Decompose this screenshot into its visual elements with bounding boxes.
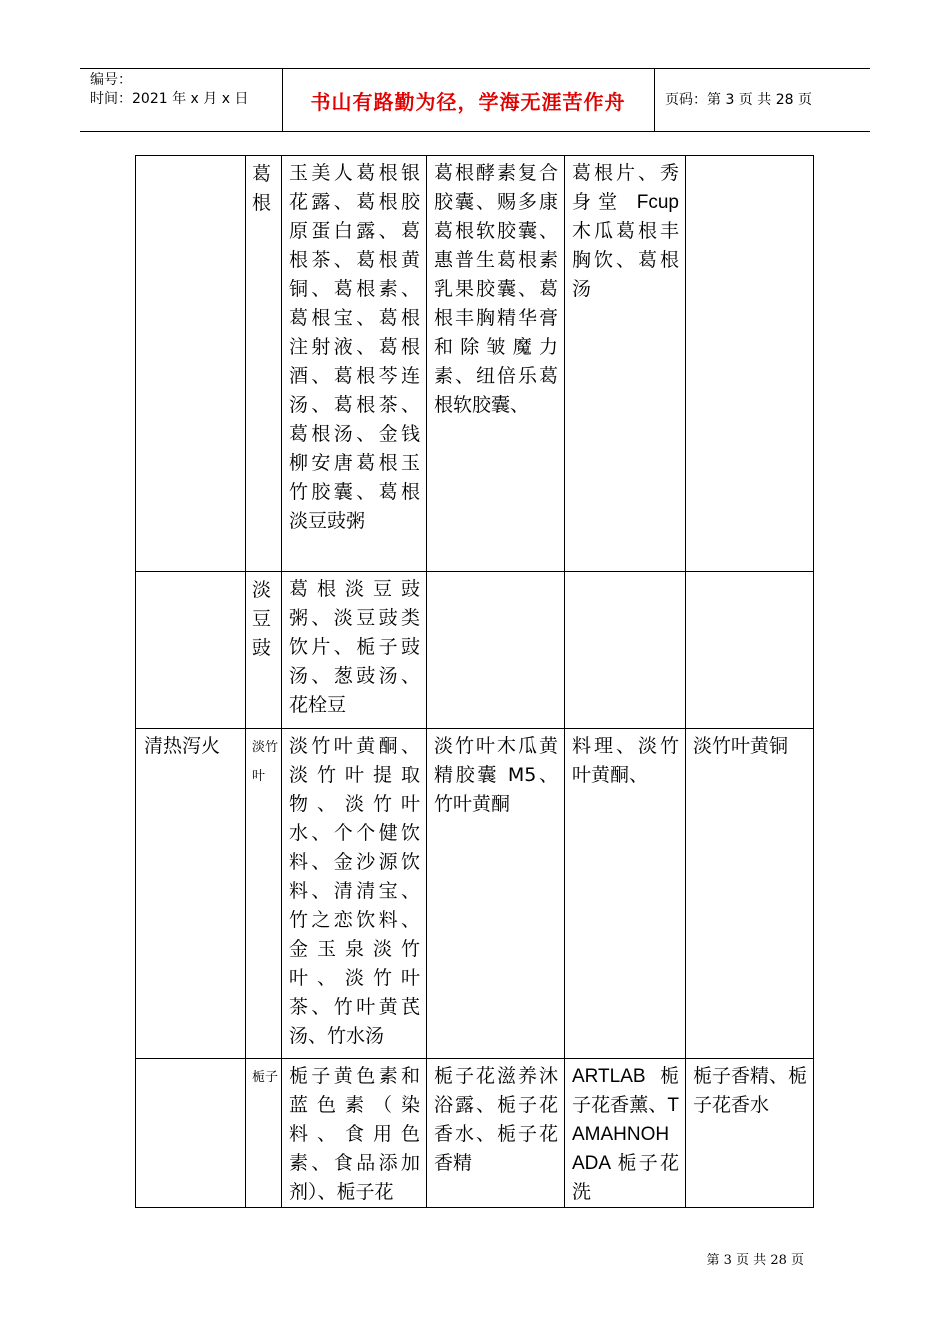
product-cell-3: 料理、淡竹叶黄酮、 bbox=[565, 729, 686, 1059]
product-cell-4 bbox=[686, 156, 814, 572]
header-page-label: 页码：第 3 页 共 28 页 bbox=[665, 92, 812, 108]
product-cell-1: 栀子黄色素和蓝色素（染料、食用色素、食品添加剂）、栀子花 bbox=[282, 1059, 427, 1208]
product-cell-4: 淡竹叶黄铜 bbox=[686, 729, 814, 1059]
product-cell-1: 葛根淡豆豉粥、淡豆豉类饮片、栀子豉汤、葱豉汤、花栓豆 bbox=[282, 572, 427, 729]
category-cell bbox=[136, 156, 246, 572]
header-meta bbox=[90, 71, 248, 109]
product-cell-3: 葛根片、秀身堂 Fcup 木瓜葛根丰胸饮、葛根汤 bbox=[565, 156, 686, 572]
herb-cell: 葛根 bbox=[246, 156, 282, 572]
code-label: 编号： bbox=[90, 72, 132, 88]
header-divider bbox=[654, 69, 655, 131]
table-row bbox=[136, 729, 814, 1059]
time-label: 时间：2021 年 x 月 x 日 bbox=[90, 91, 249, 107]
herb-cell: 淡竹叶 bbox=[246, 729, 282, 1059]
product-cell-2: 栀子花滋养沐浴露、栀子花香水、栀子花香精 bbox=[427, 1059, 565, 1208]
table-row bbox=[136, 156, 814, 572]
herb-cell: 淡豆豉 bbox=[246, 572, 282, 729]
page-footer: 第 3 页 共 28 页 bbox=[706, 1253, 804, 1268]
category-cell bbox=[136, 1059, 246, 1208]
product-cell-3: ARTLAB 栀子花香薰、TAMAHNOHADA 栀子花洗 bbox=[565, 1059, 686, 1208]
product-cell-1: 玉美人葛根银花露、葛根胶原蛋白露、葛根茶、葛根黄铜、葛根素、葛根宝、葛根注射液、葛根酒、葛根芩连汤、葛根茶、葛根汤、金钱柳安唐葛根玉竹胶囊、葛根淡豆豉粥 bbox=[282, 156, 427, 572]
product-cell-4: 栀子香精、栀子花香水 bbox=[686, 1059, 814, 1208]
product-cell-3 bbox=[565, 572, 686, 729]
product-cell-4 bbox=[686, 572, 814, 729]
category-cell bbox=[136, 572, 246, 729]
product-cell-2 bbox=[427, 572, 565, 729]
product-cell-2: 葛根酵素复合胶囊、赐多康葛根软胶囊、惠普生葛根素乳果胶囊、葛根丰胸精华膏和除皱魔力素、纽倍乐葛根软胶囊、 bbox=[427, 156, 565, 572]
herb-cell: 栀子 bbox=[246, 1059, 282, 1208]
product-cell-2: 淡竹叶木瓜黄精胶囊 M5、竹叶黄酮 bbox=[427, 729, 565, 1059]
header-motto: 书山有路勤为径，学海无涯苦作舟 bbox=[310, 90, 626, 114]
table-row bbox=[136, 1059, 814, 1208]
table-row bbox=[136, 572, 814, 729]
herb-product-table bbox=[135, 155, 814, 1208]
category-cell: 清热泻火 bbox=[136, 729, 246, 1059]
product-cell-1: 淡竹叶黄酮、淡竹叶提取物、淡竹叶水、个个健饮料、金沙源饮料、清清宝、竹之恋饮料、金玉泉淡竹叶、淡竹叶茶、竹叶黄芪汤、竹水汤 bbox=[282, 729, 427, 1059]
page-header bbox=[80, 68, 870, 132]
